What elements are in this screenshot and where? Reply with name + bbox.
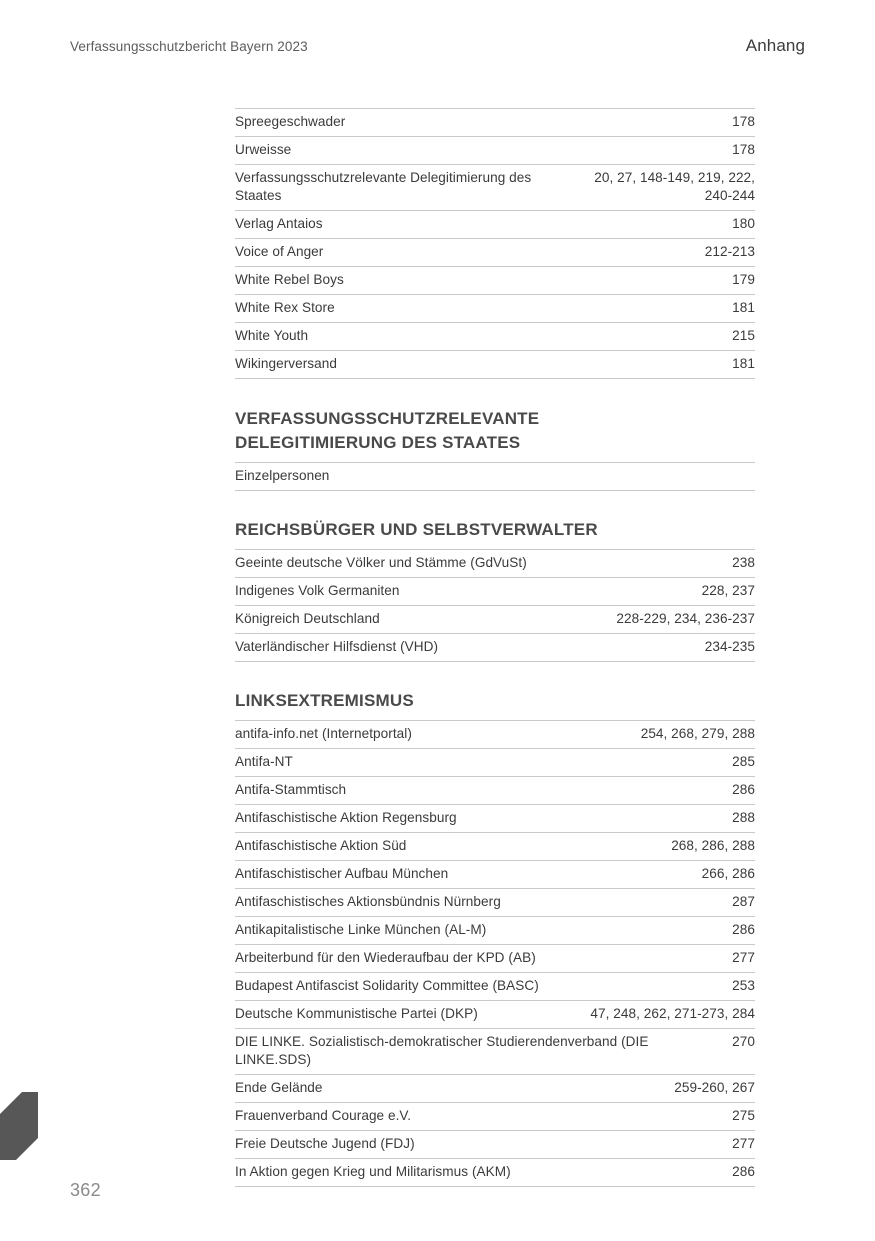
index-entry — [235, 805, 755, 833]
page-number: 362 — [70, 1180, 101, 1200]
index-entry — [235, 1103, 755, 1131]
index-entry-term: Königreich Deutschland — [235, 611, 380, 626]
index-entry-term: Geeinte deutsche Völker und Stämme (GdVuSt) — [235, 555, 527, 570]
index-entry-pages: 268, 286, 288 — [671, 838, 755, 853]
index-entry — [235, 463, 755, 491]
index-entry-term: DIE LINKE. Sozialistisch-demokratischer Studierendenverband (DIE LINKE.SDS) — [235, 1034, 649, 1067]
index-entry — [235, 267, 755, 295]
index-section-heading — [235, 689, 755, 713]
index-entry — [235, 917, 755, 945]
index-entry-pages: 259-260, 267 — [674, 1080, 755, 1095]
index-entry — [235, 973, 755, 1001]
index-entry-term: antifa-info.net (Internetportal) — [235, 726, 412, 741]
index-entry-term: Einzelpersonen — [235, 468, 330, 483]
index-entry — [235, 889, 755, 917]
index-entry-term: Vaterländischer Hilfsdienst (VHD) — [235, 639, 439, 654]
index-entry — [235, 749, 755, 777]
index-entry — [235, 137, 755, 165]
index-entry-term: White Rex Store — [235, 300, 335, 315]
index-entry-pages: 234-235 — [704, 639, 755, 654]
index-entry-term: Frauenverband Courage e.V. — [235, 1108, 412, 1123]
index-section-heading-line: VERFASSUNGSSCHUTZRELEVANTE — [235, 409, 540, 428]
index-entry-pages: 178 — [732, 114, 755, 129]
index-entry — [235, 211, 755, 239]
index-entry-pages: 179 — [732, 272, 755, 287]
index-entry-term: Antifaschistische Aktion Süd — [235, 838, 407, 853]
index-entry-term: Indigenes Volk Germaniten — [235, 583, 400, 598]
index-entry-term: Voice of Anger — [235, 244, 324, 259]
index-sections — [235, 407, 755, 1187]
index-entry-term: Antifaschistische Aktion Regensburg — [235, 810, 457, 825]
index-entry-term: Arbeiterbund für den Wiederaufbau der KPD (AB) — [235, 950, 536, 965]
index-entry-term: Verlag Antaios — [235, 216, 323, 231]
index-entry-pages: 20, 27, 148-149, 219, 222, 240-244 — [594, 170, 755, 203]
index-entry — [235, 945, 755, 973]
index-section-heading-line: LINKSEXTREMISMUS — [235, 691, 414, 710]
index-section — [235, 407, 755, 491]
index-entry — [235, 1159, 755, 1187]
index-entry-pages: 228, 237 — [701, 583, 755, 598]
index-section — [235, 689, 755, 1187]
index-entry-term: White Rebel Boys — [235, 272, 344, 287]
index-group — [235, 462, 755, 491]
index-entry-pages: 47, 248, 262, 271-273, 284 — [590, 1006, 755, 1021]
index-entry-term: Antifaschistisches Aktionsbündnis Nürnberg — [235, 894, 501, 909]
index-entry — [235, 634, 755, 662]
index-entry — [235, 1029, 755, 1075]
index-entry — [235, 721, 755, 749]
index-entry-term: Ende Gelände — [235, 1080, 323, 1095]
index-section-heading-line: DELEGITIMIERUNG DES STAATES — [235, 433, 521, 452]
index-entry-term: In Aktion gegen Krieg und Militarismus (AKM) — [235, 1164, 511, 1179]
index-entry-pages: 181 — [732, 300, 755, 315]
index-entry — [235, 833, 755, 861]
index-entry-term: Budapest Antifascist Solidarity Committee (BASC) — [235, 978, 539, 993]
index-entry — [235, 109, 755, 137]
index-entry — [235, 1131, 755, 1159]
index-entry-pages: 275 — [732, 1108, 755, 1123]
index-entry — [235, 323, 755, 351]
index-section-heading — [235, 407, 755, 455]
corner-tab-marker — [0, 1092, 38, 1160]
index-entry — [235, 1001, 755, 1029]
index-entry-term: Antikapitalistische Linke München (AL-M) — [235, 922, 487, 937]
index-entry-pages: 287 — [732, 894, 755, 909]
index-entry — [235, 239, 755, 267]
index-entry-pages: 228-229, 234, 236-237 — [616, 611, 755, 626]
index-entry-term: Antifaschistischer Aufbau München — [235, 866, 449, 881]
index-entry — [235, 1075, 755, 1103]
index-entry — [235, 165, 755, 211]
index-section — [235, 518, 755, 662]
index-entry-pages: 253 — [732, 978, 755, 993]
index-entry-pages: 270 — [732, 1034, 755, 1049]
index-entry-term: Deutsche Kommunistische Partei (DKP) — [235, 1006, 478, 1021]
index-section-heading — [235, 518, 755, 542]
index-entry-term: Verfassungsschutzrelevante Delegitimierung des Staates — [235, 170, 532, 203]
index-section-heading-line: REICHSBÜRGER UND SELBSTVERWALTER — [235, 520, 598, 539]
index-entry-pages: 215 — [732, 328, 755, 343]
index-entry-pages: 178 — [732, 142, 755, 157]
index-entry-pages: 238 — [732, 555, 755, 570]
index-entry-pages: 277 — [732, 1136, 755, 1151]
index-entry-pages: 286 — [732, 782, 755, 797]
index-entry-pages: 286 — [732, 922, 755, 937]
index-entry — [235, 861, 755, 889]
index-entry-pages: 266, 286 — [701, 866, 755, 881]
index-entry-pages: 212-213 — [704, 244, 755, 259]
running-head-report-title: Verfassungsschutzbericht Bayern 2023 — [70, 39, 308, 54]
index-entry-term: Freie Deutsche Jugend (FDJ) — [235, 1136, 415, 1151]
index-entry-pages: 181 — [732, 356, 755, 371]
index-entry-pages: 180 — [732, 216, 755, 231]
index-column — [235, 108, 755, 1187]
index-entry-term: Antifa-Stammtisch — [235, 782, 347, 797]
index-entry — [235, 777, 755, 805]
index-entry-term: White Youth — [235, 328, 309, 343]
running-head-section-title: Anhang — [745, 36, 805, 55]
index-entry-pages: 254, 268, 279, 288 — [640, 726, 755, 741]
running-head — [70, 36, 805, 58]
index-entry-term: Urweisse — [235, 142, 292, 157]
index-entry-term: Wikingerversand — [235, 356, 337, 371]
index-entry-pages: 277 — [732, 950, 755, 965]
index-group — [235, 720, 755, 1187]
index-entry — [235, 351, 755, 379]
index-entry — [235, 578, 755, 606]
index-group — [235, 549, 755, 662]
index-group-continued — [235, 108, 755, 379]
index-entry — [235, 550, 755, 578]
index-entry-pages: 288 — [732, 810, 755, 825]
index-entry-pages: 286 — [732, 1164, 755, 1179]
index-entry-term: Antifa-NT — [235, 754, 293, 769]
index-entry — [235, 295, 755, 323]
index-entry — [235, 606, 755, 634]
index-entry-pages: 285 — [732, 754, 755, 769]
index-entry-term: Spreegeschwader — [235, 114, 346, 129]
